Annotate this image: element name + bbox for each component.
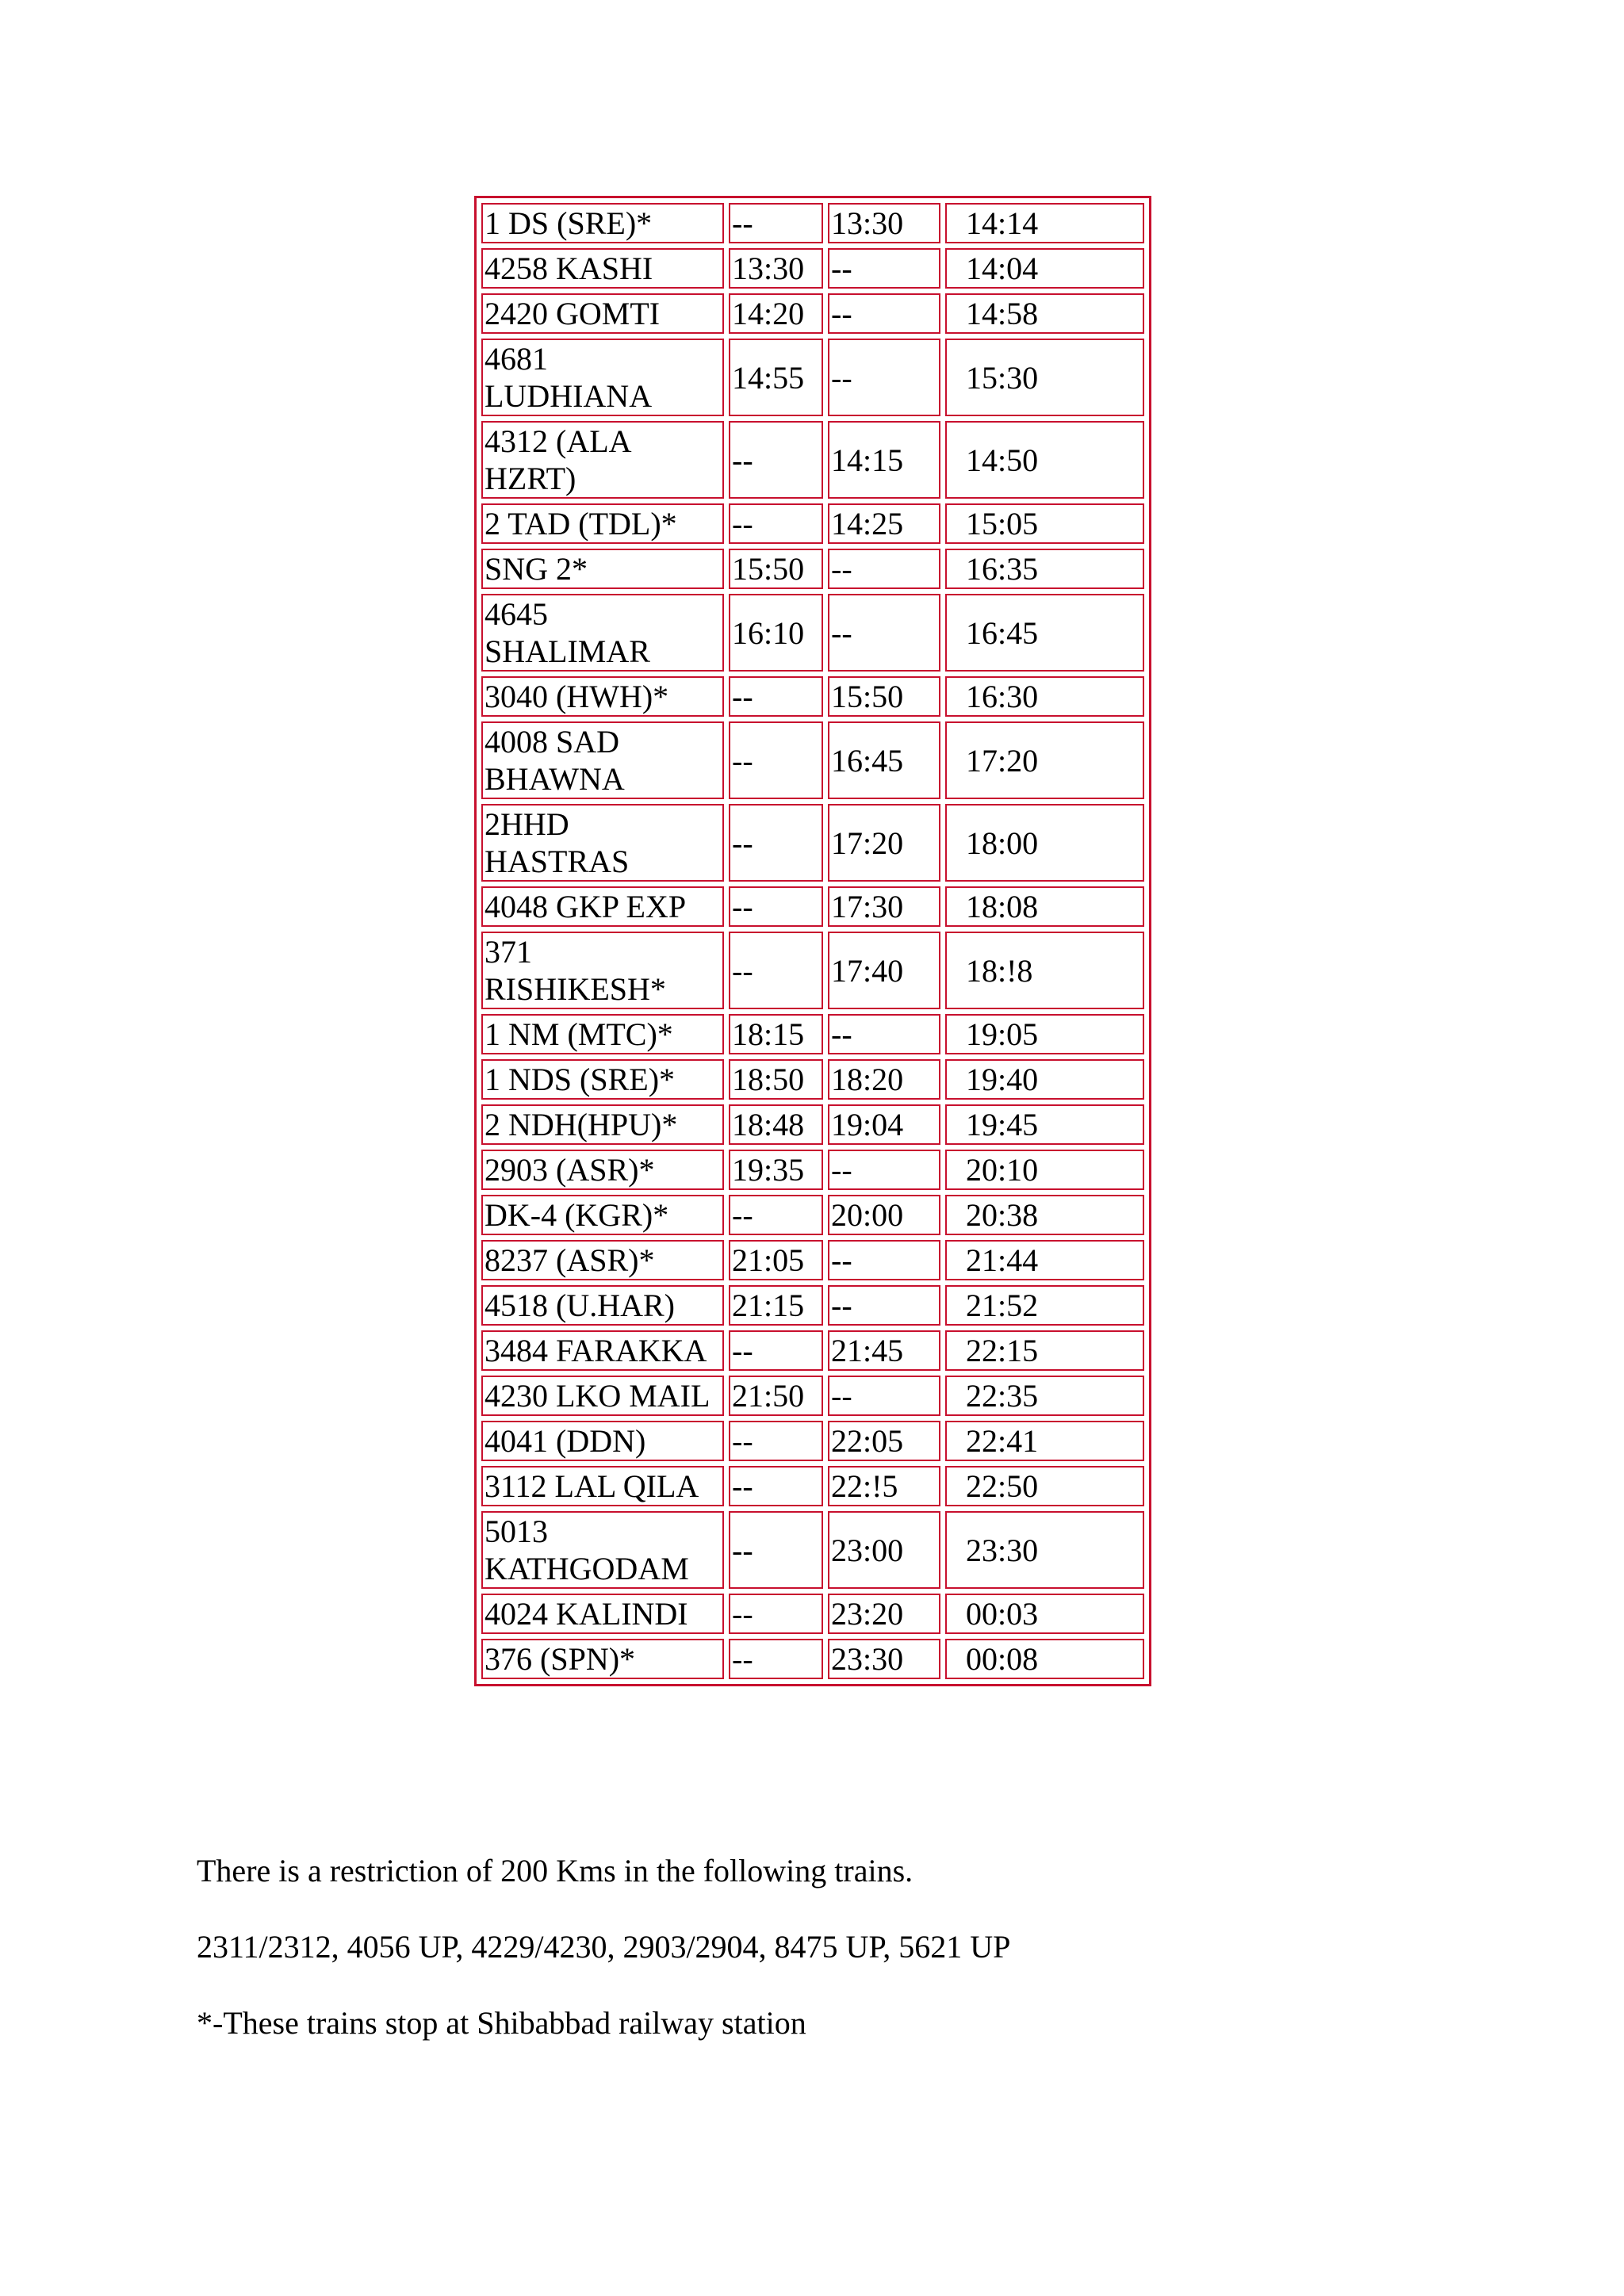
table-row — [481, 1421, 1144, 1461]
table-row — [481, 1466, 1144, 1506]
time-col3-cell: 17:40 — [828, 932, 940, 1009]
train-name-cell: 2HHD HASTRAS — [481, 804, 724, 882]
train-name-cell: 4041 (DDN) — [481, 1421, 724, 1461]
time-col3-cell: -- — [828, 248, 940, 289]
time-col4-cell: 18:!8 — [945, 932, 1144, 1009]
time-col4-cell: 14:14 — [945, 203, 1144, 243]
time-col2-cell: -- — [729, 421, 823, 499]
time-col3-cell: 13:30 — [828, 203, 940, 243]
time-col3-cell: -- — [828, 594, 940, 672]
time-col4-cell: 21:52 — [945, 1285, 1144, 1326]
train-name-cell: 1 DS (SRE)* — [481, 203, 724, 243]
table-row — [481, 886, 1144, 927]
time-col2-cell: -- — [729, 676, 823, 717]
time-col3-cell: 16:45 — [828, 721, 940, 799]
time-col2-cell: 16:10 — [729, 594, 823, 672]
train-name-cell: SNG 2* — [481, 549, 724, 589]
table-row — [481, 676, 1144, 717]
time-col4-cell: 16:35 — [945, 549, 1144, 589]
time-col2-cell: 21:05 — [729, 1240, 823, 1280]
train-name-cell: 4230 LKO MAIL — [481, 1376, 724, 1416]
table-row — [481, 1104, 1144, 1145]
time-col3-cell: -- — [828, 293, 940, 334]
time-col3-cell: 22:!5 — [828, 1466, 940, 1506]
table-row — [481, 932, 1144, 1009]
time-col2-cell: -- — [729, 203, 823, 243]
train-name-cell: 371 RISHIKESH* — [481, 932, 724, 1009]
timetable-table — [474, 196, 1151, 1686]
time-col4-cell: 15:30 — [945, 339, 1144, 416]
time-col2-cell: 18:48 — [729, 1104, 823, 1145]
time-col3-cell: 22:05 — [828, 1421, 940, 1461]
train-name-cell: 4008 SAD BHAWNA — [481, 721, 724, 799]
time-col2-cell: -- — [729, 804, 823, 882]
time-col4-cell: 16:45 — [945, 594, 1144, 672]
time-col3-cell: 23:20 — [828, 1594, 940, 1634]
time-col2-cell: 14:20 — [729, 293, 823, 334]
table-row — [481, 1639, 1144, 1679]
time-col3-cell: 15:50 — [828, 676, 940, 717]
time-col3-cell: 18:20 — [828, 1059, 940, 1100]
time-col2-cell: 21:50 — [729, 1376, 823, 1416]
table-row — [481, 549, 1144, 589]
time-col2-cell: 15:50 — [729, 549, 823, 589]
table-row — [481, 248, 1144, 289]
time-col4-cell: 22:50 — [945, 1466, 1144, 1506]
table-row — [481, 1014, 1144, 1054]
time-col2-cell: 14:55 — [729, 339, 823, 416]
time-col4-cell: 14:50 — [945, 421, 1144, 499]
time-col2-cell: -- — [729, 1421, 823, 1461]
time-col3-cell: 20:00 — [828, 1195, 940, 1235]
time-col4-cell: 22:15 — [945, 1330, 1144, 1371]
table-row — [481, 804, 1144, 882]
time-col4-cell: 20:10 — [945, 1150, 1144, 1190]
time-col4-cell: 22:41 — [945, 1421, 1144, 1461]
train-name-cell: 4645 SHALIMAR — [481, 594, 724, 672]
stop-note: *-These trains stop at Shibabbad railway station — [197, 2005, 806, 2041]
time-col2-cell: 18:50 — [729, 1059, 823, 1100]
table-row — [481, 1376, 1144, 1416]
time-col4-cell: 14:04 — [945, 248, 1144, 289]
table-row — [481, 1240, 1144, 1280]
train-name-cell: 8237 (ASR)* — [481, 1240, 724, 1280]
time-col4-cell: 16:30 — [945, 676, 1144, 717]
time-col4-cell: 20:38 — [945, 1195, 1144, 1235]
time-col4-cell: 18:00 — [945, 804, 1144, 882]
time-col2-cell: -- — [729, 721, 823, 799]
time-col2-cell: -- — [729, 1330, 823, 1371]
time-col3-cell: 17:20 — [828, 804, 940, 882]
table-row — [481, 1285, 1144, 1326]
time-col4-cell: 18:08 — [945, 886, 1144, 927]
time-col2-cell: 18:15 — [729, 1014, 823, 1054]
restriction-note: There is a restriction of 200 Kms in the following trains. — [197, 1853, 914, 1888]
time-col2-cell: -- — [729, 1594, 823, 1634]
train-name-cell: 2420 GOMTI — [481, 293, 724, 334]
table-row — [481, 421, 1144, 499]
table-row — [481, 293, 1144, 334]
train-name-cell: 4024 KALINDI — [481, 1594, 724, 1634]
train-name-cell: 4518 (U.HAR) — [481, 1285, 724, 1326]
time-col4-cell: 17:20 — [945, 721, 1144, 799]
table-row — [481, 594, 1144, 672]
time-col3-cell: -- — [828, 339, 940, 416]
table-row — [481, 1059, 1144, 1100]
time-col2-cell: 19:35 — [729, 1150, 823, 1190]
train-timetable — [474, 196, 1151, 1686]
time-col3-cell: -- — [828, 1150, 940, 1190]
time-col2-cell: -- — [729, 1639, 823, 1679]
table-row — [481, 721, 1144, 799]
train-name-cell: 2 TAD (TDL)* — [481, 503, 724, 544]
time-col4-cell: 00:03 — [945, 1594, 1144, 1634]
table-row — [481, 1594, 1144, 1634]
time-col3-cell: 19:04 — [828, 1104, 940, 1145]
timetable-body — [481, 203, 1144, 1679]
time-col3-cell: -- — [828, 549, 940, 589]
time-col4-cell: 15:05 — [945, 503, 1144, 544]
train-name-cell: DK-4 (KGR)* — [481, 1195, 724, 1235]
train-name-cell: 4048 GKP EXP — [481, 886, 724, 927]
train-name-cell: 4681 LUDHIANA — [481, 339, 724, 416]
table-row — [481, 1150, 1144, 1190]
time-col3-cell: -- — [828, 1014, 940, 1054]
time-col4-cell: 14:58 — [945, 293, 1144, 334]
train-name-cell: 1 NDS (SRE)* — [481, 1059, 724, 1100]
train-name-cell: 4258 KASHI — [481, 248, 724, 289]
time-col2-cell: -- — [729, 1466, 823, 1506]
table-row — [481, 1195, 1144, 1235]
time-col3-cell: -- — [828, 1240, 940, 1280]
time-col2-cell: -- — [729, 1195, 823, 1235]
time-col2-cell: -- — [729, 503, 823, 544]
time-col2-cell: -- — [729, 886, 823, 927]
time-col4-cell: 21:44 — [945, 1240, 1144, 1280]
train-name-cell: 376 (SPN)* — [481, 1639, 724, 1679]
table-row — [481, 339, 1144, 416]
time-col3-cell: 23:00 — [828, 1511, 940, 1589]
train-name-cell: 2 NDH(HPU)* — [481, 1104, 724, 1145]
table-row — [481, 203, 1144, 243]
time-col4-cell: 19:40 — [945, 1059, 1144, 1100]
table-row — [481, 503, 1144, 544]
time-col4-cell: 19:05 — [945, 1014, 1144, 1054]
time-col4-cell: 22:35 — [945, 1376, 1144, 1416]
time-col2-cell: 21:15 — [729, 1285, 823, 1326]
time-col4-cell: 23:30 — [945, 1511, 1144, 1589]
train-name-cell: 3112 LAL QILA — [481, 1466, 724, 1506]
time-col3-cell: -- — [828, 1285, 940, 1326]
table-row — [481, 1511, 1144, 1589]
time-col2-cell: -- — [729, 932, 823, 1009]
restricted-trains-list: 2311/2312, 4056 UP, 4229/4230, 2903/2904, 8475 UP, 5621 UP — [197, 1929, 1011, 1965]
time-col3-cell: 17:30 — [828, 886, 940, 927]
time-col3-cell: -- — [828, 1376, 940, 1416]
time-col4-cell: 19:45 — [945, 1104, 1144, 1145]
train-name-cell: 3484 FARAKKA — [481, 1330, 724, 1371]
time-col2-cell: -- — [729, 1511, 823, 1589]
table-row — [481, 1330, 1144, 1371]
time-col3-cell: 14:25 — [828, 503, 940, 544]
time-col3-cell: 21:45 — [828, 1330, 940, 1371]
time-col3-cell: 14:15 — [828, 421, 940, 499]
train-name-cell: 3040 (HWH)* — [481, 676, 724, 717]
train-name-cell: 5013 KATHGODAM — [481, 1511, 724, 1589]
time-col3-cell: 23:30 — [828, 1639, 940, 1679]
time-col2-cell: 13:30 — [729, 248, 823, 289]
time-col4-cell: 00:08 — [945, 1639, 1144, 1679]
train-name-cell: 2903 (ASR)* — [481, 1150, 724, 1190]
train-name-cell: 1 NM (MTC)* — [481, 1014, 724, 1054]
train-name-cell: 4312 (ALA HZRT) — [481, 421, 724, 499]
